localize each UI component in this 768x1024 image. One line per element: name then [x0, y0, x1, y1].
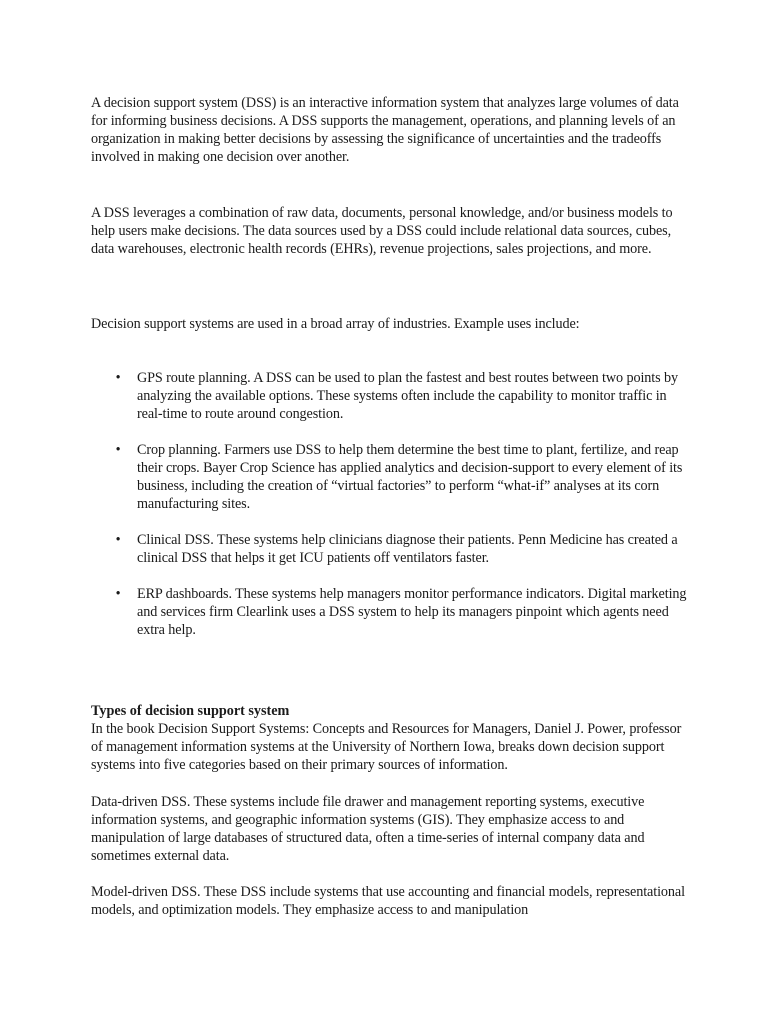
list-item — [91, 441, 691, 513]
list-item — [91, 369, 691, 423]
uses-intro-paragraph: Decision support systems are used in a broad array of industries. Example uses include: — [91, 316, 580, 332]
list-item-text: GPS route planning. A DSS can be used to plan the fastest and best routes between two points by analyzing the available options. These systems often include the capability to monitor traffic in real-time to route around congestion. — [137, 370, 678, 422]
list-item-text: Clinical DSS. These systems help clinicians diagnose their patients. Penn Medicine has created a clinical DSS that helps it get ICU patients off ventilators faster. — [137, 532, 678, 566]
list-item-text: Crop planning. Farmers use DSS to help them determine the best time to plant, fertilize, and reap their crops. Bayer Crop Science has applied analytics and decision-support to every element of its business, including the creation of “virtual factories” to perform “what-if” analyses at its corn manufacturing sites. — [137, 442, 683, 512]
intro-paragraph: A decision support system (DSS) is an interactive information system that analyzes large volumes of data for informing business decisions. A DSS supports the management, operations, and planning levels of an organization in making better decisions by assessing the significance of uncertainties and the tradeoffs involved in making one decision over another. — [91, 95, 679, 165]
bullet-icon: • — [115, 442, 121, 458]
section-heading: Types of decision support system — [91, 703, 290, 719]
bullet-icon: • — [115, 532, 121, 548]
data-driven-paragraph: Data-driven DSS. These systems include file drawer and management reporting systems, executive information systems, and geographic information systems (GIS). They emphasize access to and manipulation of large databases of structured data, often a time-series of internal company data and sometimes external data. — [91, 794, 645, 864]
uses-bullet-list — [91, 369, 691, 639]
list-item — [91, 585, 691, 639]
bullet-icon: • — [115, 370, 121, 386]
model-driven-paragraph: Model-driven DSS. These DSS include systems that use accounting and financial models, representational models, and optimization models. They emphasize access to and manipulation — [91, 884, 685, 918]
dss-data-sources-paragraph: A DSS leverages a combination of raw data, documents, personal knowledge, and/or business models to help users make decisions. The data sources used by a DSS could include relational data sources, cubes, data warehouses, electronic health records (EHRs), revenue projections, sales projections, and more. — [91, 205, 673, 257]
types-intro-paragraph: In the book Decision Support Systems: Concepts and Resources for Managers, Daniel J. Power, professor of management information systems at the University of Northern Iowa, breaks down decision support systems into five categories based on their primary sources of information. — [91, 721, 682, 773]
list-item-text: ERP dashboards. These systems help managers monitor performance indicators. Digital marketing and services firm Clearlink uses a DSS system to help its managers pinpoint which agents need extra help. — [137, 586, 687, 638]
list-item — [91, 531, 691, 567]
bullet-icon: • — [115, 586, 121, 602]
